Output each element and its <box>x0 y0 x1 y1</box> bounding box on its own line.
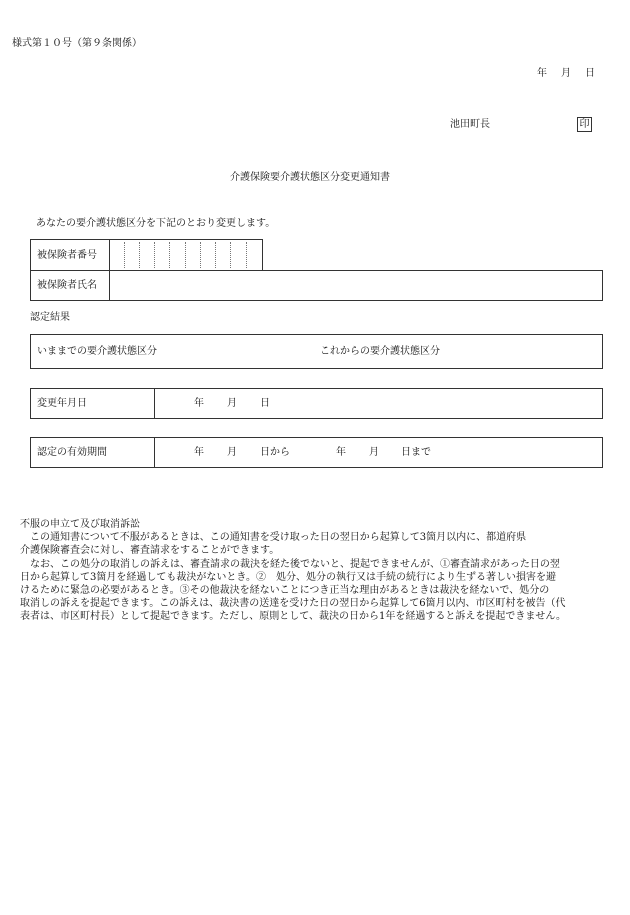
digit-separator <box>124 242 125 268</box>
validity-to-day[interactable]: 日まで <box>401 447 431 458</box>
seal-mark: 印 <box>577 117 592 132</box>
change-date-label: 変更年月日 <box>37 398 87 409</box>
digit-separator <box>139 242 140 268</box>
insured-number-label: 被保険者番号 <box>37 250 97 261</box>
form-number: 様式第１０号（第９条関係） <box>12 38 142 49</box>
digit-separator <box>169 242 170 268</box>
notice-line: 取消しの訴えを提起できます。この訴えは、裁決書の送達を受けた日の翌日から起算して6箇月以内、市区町村を被告（代 <box>20 598 566 610</box>
care-level-row <box>30 334 603 369</box>
insured-name-row <box>30 270 603 301</box>
change-date-month[interactable]: 月 <box>227 398 237 409</box>
validity-from-year[interactable]: 年 <box>194 447 204 458</box>
notice-line: なお、この処分の取消しの訴えは、審査請求の裁決を経た後でないと、提起できませんが、①審査請求があった日の翌 <box>20 558 560 570</box>
notice-heading: 不服の申立て及び取消訴訟 <box>20 519 140 530</box>
insured-number-row <box>30 239 263 270</box>
digit-separator <box>185 242 186 268</box>
result-section-label: 認定結果 <box>30 312 70 323</box>
digit-separator <box>215 242 216 268</box>
validity-from-month[interactable]: 月 <box>227 447 237 458</box>
previous-care-level-label: いままでの要介護状態区分 <box>37 346 157 357</box>
digit-separator <box>230 242 231 268</box>
divider <box>109 271 110 300</box>
date-line: 年 月 日 <box>537 68 597 79</box>
insured-name-label: 被保険者氏名 <box>37 280 97 291</box>
notice-line: けるために緊急の必要があるとき。③その他裁決を経ないことにつき正当な理由があるときは裁決を経ないで、処分の <box>20 585 550 597</box>
new-care-level-label: これからの要介護状態区分 <box>320 346 440 357</box>
issuer-title: 池田町長 <box>450 119 490 130</box>
notice-line: 表者は、市区町村長）として提起できます。ただし、原則として、裁決の日から1年を経過すると訴えを提起できません。 <box>20 611 566 623</box>
validity-to-year[interactable]: 年 <box>336 447 346 458</box>
validity-from-day[interactable]: 日から <box>260 447 290 458</box>
validity-period-row <box>30 437 603 468</box>
divider <box>154 438 155 467</box>
notice-line: 介護保険審査会に対し、審査請求をすることができます。 <box>20 545 280 557</box>
notice-line: この通知書について不服があるときは、この通知書を受け取った日の翌日から起算して3箇月以内に、都道府県 <box>20 532 527 544</box>
notice-line: 日から起算して3箇月を経過しても裁決がないとき。② 処分、処分の執行又は手続の続行により生ずる著しい損害を避 <box>20 571 556 583</box>
change-date-year[interactable]: 年 <box>194 398 204 409</box>
divider <box>154 389 155 418</box>
change-date-row <box>30 388 603 419</box>
digit-separator <box>200 242 201 268</box>
appeal-notice <box>20 518 612 624</box>
change-date-day[interactable]: 日 <box>260 398 270 409</box>
digit-separator <box>246 242 247 268</box>
document-title: 介護保険要介護状態区分変更通知書 <box>230 172 390 183</box>
insured-number-field[interactable] <box>110 240 262 270</box>
digit-separator <box>154 242 155 268</box>
validity-period-label: 認定の有効期間 <box>37 447 107 458</box>
intro-text: あなたの要介護状態区分を下記のとおり変更します。 <box>36 218 276 229</box>
validity-to-month[interactable]: 月 <box>369 447 379 458</box>
